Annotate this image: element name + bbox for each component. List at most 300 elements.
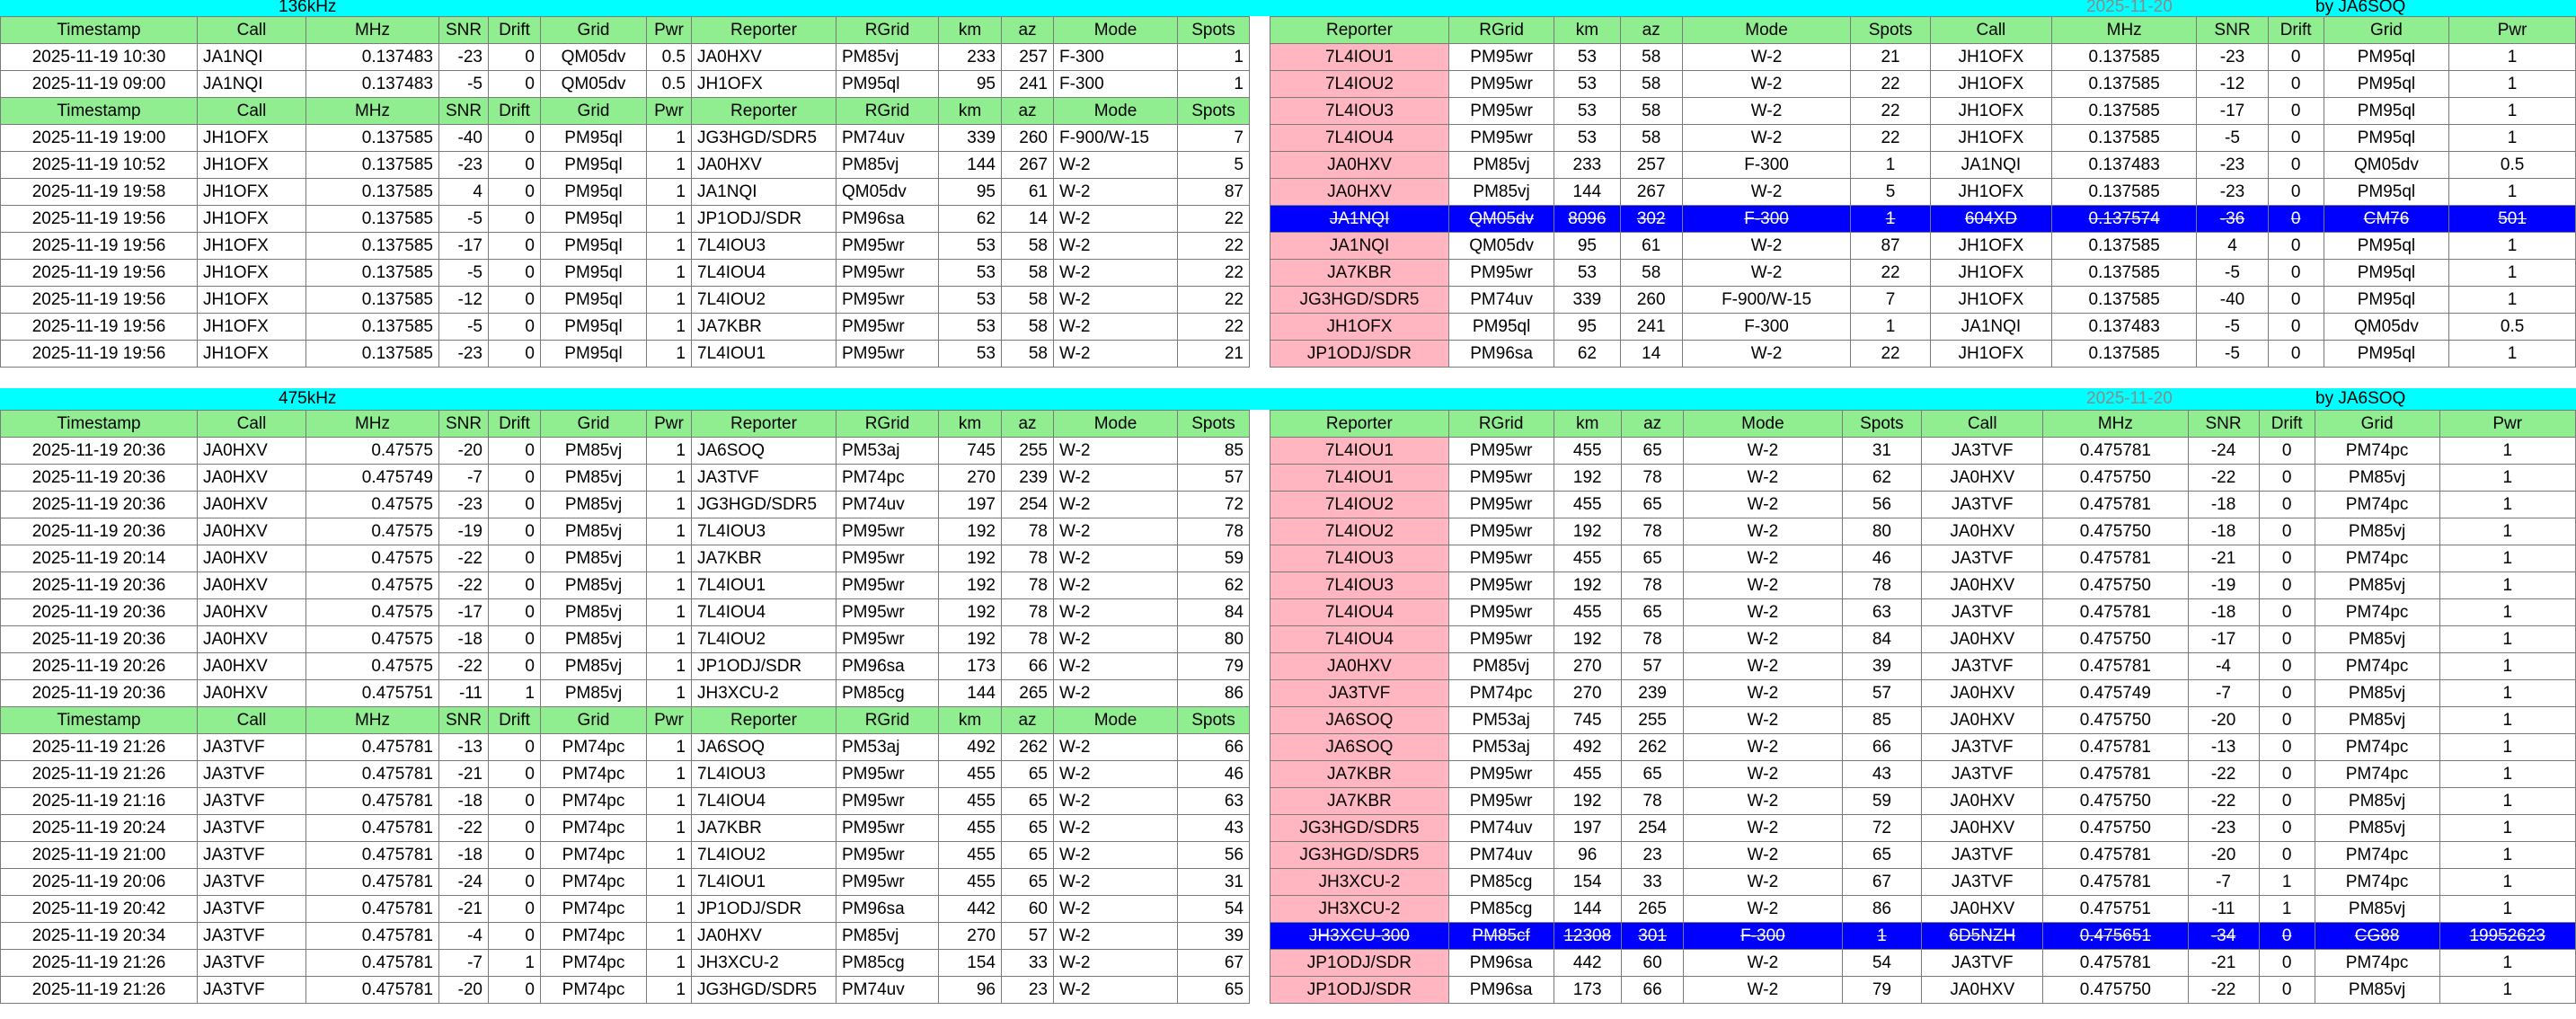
cell-reporter: JP1ODJ/SDR [1270, 977, 1449, 1004]
cell-timestamp: 2025-11-19 20:36 [1, 492, 198, 518]
cell-az: 257 [1002, 44, 1054, 71]
column-header-mhz[interactable]: MHz [306, 411, 439, 438]
cell-timestamp: 2025-11-19 09:00 [1, 71, 198, 98]
column-header-rgrid[interactable]: RGrid [837, 98, 939, 125]
cell-rgrid: PM95wr [837, 341, 939, 368]
table-row [1270, 260, 2576, 287]
cell-snr: -7 [2188, 680, 2259, 707]
cell-drift: 1 [489, 680, 541, 707]
column-header-drift[interactable]: Drift [2268, 17, 2324, 44]
cell-reporter: 7L4IOU2 [1270, 71, 1449, 98]
table-row [1270, 734, 2576, 761]
cell-rgrid: PM95wr [837, 233, 939, 260]
cell-reporter: JA0HXV [692, 44, 837, 71]
cell-spots: 46 [1842, 545, 1922, 572]
cell-km: 455 [939, 842, 1002, 869]
table-header-row [1, 17, 1250, 44]
cell-mode: W-2 [1684, 707, 1842, 734]
cell-mhz: 0.475750 [2043, 626, 2188, 653]
cell-snr: -5 [2197, 341, 2268, 368]
table-row [1, 572, 1250, 599]
cell-az: 267 [1620, 179, 1682, 206]
cell-drift: 0 [489, 71, 541, 98]
column-header-rgrid[interactable]: RGrid [1448, 411, 1554, 438]
cell-reporter: 7L4IOU1 [692, 572, 837, 599]
cell-timestamp: 2025-11-19 21:26 [1, 977, 198, 1004]
cell-timestamp: 2025-11-19 20:42 [1, 896, 198, 923]
cell-mhz: 0.475749 [2043, 680, 2188, 707]
cell-drift: 0 [489, 465, 541, 492]
cell-mode: W-2 [1684, 680, 1842, 707]
cell-az: 65 [1621, 545, 1683, 572]
cell-call: JA0HXV [198, 680, 306, 707]
column-header-reporter[interactable]: Reporter [692, 411, 837, 438]
column-header-call[interactable]: Call [198, 411, 306, 438]
cell-mode: W-2 [1054, 950, 1178, 977]
cell-mode: F-300 [1682, 206, 1850, 233]
cell-call: JH1OFX [1930, 233, 2051, 260]
column-header-mode[interactable]: Mode [1054, 411, 1178, 438]
cell-grid: PM95ql [541, 179, 647, 206]
column-header-drift[interactable]: Drift [2259, 411, 2315, 438]
table-row [1270, 923, 2576, 950]
column-header-call[interactable]: Call [1930, 17, 2051, 44]
cell-timestamp: 2025-11-19 19:56 [1, 287, 198, 314]
cell-drift: 0 [2259, 842, 2315, 869]
cell-drift: 1 [2259, 896, 2315, 923]
column-header-rgrid[interactable]: RGrid [837, 17, 939, 44]
column-header-mhz[interactable]: MHz [2043, 411, 2188, 438]
cell-timestamp: 2025-11-19 20:26 [1, 653, 198, 680]
column-header-grid[interactable]: Grid [2324, 17, 2448, 44]
cell-az: 61 [1620, 233, 1682, 260]
column-header-pwr[interactable]: Pwr [2449, 17, 2576, 44]
column-header-timestamp[interactable]: Timestamp [1, 411, 198, 438]
cell-drift: 0 [2259, 815, 2315, 842]
cell-reporter: JA3TVF [1270, 680, 1449, 707]
cell-snr: -5 [439, 260, 489, 287]
table-row [1270, 788, 2576, 815]
column-header-km[interactable]: km [939, 98, 1002, 125]
column-header-mhz[interactable]: MHz [306, 98, 439, 125]
cell-reporter: JP1ODJ/SDR [1270, 950, 1449, 977]
column-header-mhz[interactable]: MHz [306, 17, 439, 44]
column-header-az[interactable]: az [1621, 411, 1683, 438]
column-header-mode[interactable]: Mode [1054, 98, 1178, 125]
cell-call: JH1OFX [1930, 341, 2051, 368]
column-header-snr[interactable]: SNR [2188, 411, 2259, 438]
cell-km: 62 [1554, 341, 1620, 368]
cell-snr: 4 [2197, 233, 2268, 260]
table-row [1, 599, 1250, 626]
cell-spots: 31 [1842, 438, 1922, 465]
cell-call: JA3TVF [1922, 545, 2043, 572]
cell-call: JA0HXV [198, 653, 306, 680]
cell-timestamp: 2025-11-19 19:00 [1, 125, 198, 152]
column-header-spots[interactable]: Spots [1178, 707, 1250, 734]
cell-spots: 72 [1178, 492, 1250, 518]
cell-drift: 0 [2259, 680, 2315, 707]
cell-mhz: 0.475781 [306, 734, 439, 761]
column-header-timestamp[interactable]: Timestamp [1, 707, 198, 734]
cell-grid: PM85vj [2315, 680, 2439, 707]
column-header-km[interactable]: km [939, 411, 1002, 438]
cell-spots: 67 [1178, 950, 1250, 977]
cell-snr: -18 [439, 626, 489, 653]
column-header-reporter[interactable]: Reporter [1270, 411, 1449, 438]
cell-az: 65 [1002, 815, 1054, 842]
cell-reporter: JA7KBR [1270, 260, 1449, 287]
cell-mode: W-2 [1682, 260, 1850, 287]
column-header-pwr[interactable]: Pwr [647, 17, 692, 44]
cell-pwr: 1 [647, 179, 692, 206]
cell-rgrid: PM85cg [1448, 896, 1554, 923]
column-header-spots[interactable]: Spots [1842, 411, 1922, 438]
column-header-snr[interactable]: SNR [439, 411, 489, 438]
cell-az: 78 [1621, 626, 1683, 653]
cell-mhz: 0.137585 [306, 152, 439, 179]
cell-spots: 21 [1178, 341, 1250, 368]
cell-rgrid: PM95wr [837, 815, 939, 842]
cell-km: 192 [1554, 572, 1621, 599]
cell-call: JA3TVF [1922, 869, 2043, 896]
cell-km: 192 [1554, 788, 1621, 815]
cell-rgrid: PM74uv [837, 492, 939, 518]
table-row [1270, 950, 2576, 977]
cell-reporter: JA0HXV [692, 152, 837, 179]
column-header-timestamp[interactable]: Timestamp [1, 17, 198, 44]
column-header-pwr[interactable]: Pwr [647, 707, 692, 734]
cell-reporter: JP1ODJ/SDR [1270, 341, 1449, 368]
cell-grid: PM74pc [2315, 950, 2439, 977]
cell-pwr: 1 [2449, 260, 2576, 287]
cell-reporter: JH3XCU-2 [1270, 896, 1449, 923]
cell-mhz: 0.475781 [2043, 761, 2188, 788]
column-header-spots[interactable]: Spots [1178, 98, 1250, 125]
table-row [1270, 314, 2576, 341]
column-header-snr[interactable]: SNR [439, 98, 489, 125]
cell-mode: W-2 [1054, 626, 1178, 653]
cell-rgrid: PM74pc [837, 465, 939, 492]
cell-pwr: 1 [647, 492, 692, 518]
cell-mhz: 0.475749 [306, 465, 439, 492]
table-row [1, 734, 1250, 761]
column-header-az[interactable]: az [1002, 17, 1054, 44]
cell-grid: PM85vj [541, 438, 647, 465]
cell-spots: 87 [1178, 179, 1250, 206]
column-header-reporter[interactable]: Reporter [692, 17, 837, 44]
column-header-km[interactable]: km [1554, 411, 1621, 438]
cell-mode: W-2 [1054, 545, 1178, 572]
cell-pwr: 1 [2439, 626, 2576, 653]
cell-rgrid: PM95wr [837, 788, 939, 815]
cell-rgrid: PM95wr [1448, 545, 1554, 572]
column-header-pwr[interactable]: Pwr [647, 411, 692, 438]
cell-call: JA0HXV [1922, 572, 2043, 599]
cell-rgrid: PM95wr [1448, 788, 1554, 815]
cell-mhz: 0.475750 [2043, 465, 2188, 492]
cell-snr: -7 [2188, 869, 2259, 896]
column-header-reporter[interactable]: Reporter [1270, 17, 1449, 44]
cell-rgrid: PM74uv [1448, 815, 1554, 842]
column-header-mode[interactable]: Mode [1682, 17, 1850, 44]
column-header-drift[interactable]: Drift [489, 707, 541, 734]
cell-mhz: 0.137585 [2051, 125, 2197, 152]
cell-rgrid: PM74uv [837, 125, 939, 152]
cell-reporter: 7L4IOU4 [1270, 599, 1449, 626]
cell-pwr: 1 [647, 788, 692, 815]
cell-az: 265 [1621, 896, 1683, 923]
cell-snr: -22 [2188, 761, 2259, 788]
cell-mhz: 0.137585 [306, 260, 439, 287]
cell-snr: -7 [439, 950, 489, 977]
column-header-mhz[interactable]: MHz [2051, 17, 2197, 44]
column-header-spots[interactable]: Spots [1178, 17, 1250, 44]
cell-pwr: 1 [2439, 572, 2576, 599]
column-header-snr[interactable]: SNR [439, 707, 489, 734]
cell-mhz: 0.137585 [306, 287, 439, 314]
cell-snr: -40 [2197, 287, 2268, 314]
cell-grid: PM74pc [541, 734, 647, 761]
cell-spots: 62 [1178, 572, 1250, 599]
cell-spots: 1 [1178, 44, 1250, 71]
cell-grid: PM85vj [2315, 977, 2439, 1004]
cell-drift: 0 [2268, 125, 2324, 152]
column-header-timestamp[interactable]: Timestamp [1, 98, 198, 125]
cell-spots: 86 [1178, 680, 1250, 707]
cell-pwr: 1 [2439, 438, 2576, 465]
cell-call: JH1OFX [198, 179, 306, 206]
cell-az: 57 [1621, 653, 1683, 680]
cell-drift: 0 [2268, 44, 2324, 71]
table-row [1270, 125, 2576, 152]
table-row [1270, 545, 2576, 572]
cell-km: 95 [1554, 314, 1620, 341]
cell-spots: 43 [1842, 761, 1922, 788]
cell-spots: 46 [1178, 761, 1250, 788]
column-header-pwr[interactable]: Pwr [2439, 411, 2576, 438]
column-header-spots[interactable]: Spots [1851, 17, 1931, 44]
column-header-az[interactable]: az [1002, 98, 1054, 125]
column-header-reporter[interactable]: Reporter [692, 707, 837, 734]
cell-snr: 4 [439, 179, 489, 206]
column-header-km[interactable]: km [939, 17, 1002, 44]
cell-drift: 0 [2259, 626, 2315, 653]
column-header-az[interactable]: az [1002, 411, 1054, 438]
column-header-snr[interactable]: SNR [2197, 17, 2268, 44]
cell-reporter: JA7KBR [692, 545, 837, 572]
cell-km: 455 [1554, 599, 1621, 626]
cell-rgrid: PM95wr [1448, 125, 1554, 152]
column-header-spots[interactable]: Spots [1178, 411, 1250, 438]
cell-mhz: 0.475781 [306, 923, 439, 950]
cell-call: JH1OFX [198, 341, 306, 368]
cell-grid: PM85vj [2315, 788, 2439, 815]
cell-az: 254 [1002, 492, 1054, 518]
column-header-drift[interactable]: Drift [489, 98, 541, 125]
cell-timestamp: 2025-11-19 21:26 [1, 734, 198, 761]
cell-pwr: 1 [647, 545, 692, 572]
cell-mode: W-2 [1054, 815, 1178, 842]
cell-mhz: 0.137585 [2051, 260, 2197, 287]
cell-call: JA3TVF [198, 761, 306, 788]
cell-grid: QM05dv [541, 44, 647, 71]
cell-km: 53 [1554, 71, 1620, 98]
column-header-call[interactable]: Call [198, 707, 306, 734]
cell-reporter: 7L4IOU3 [1270, 545, 1449, 572]
cell-drift: 0 [489, 815, 541, 842]
column-header-call[interactable]: Call [198, 98, 306, 125]
cell-mode: W-2 [1684, 465, 1842, 492]
cell-snr: -22 [439, 545, 489, 572]
cell-timestamp: 2025-11-19 21:00 [1, 842, 198, 869]
cell-grid: PM74pc [2315, 438, 2439, 465]
cell-reporter: 7L4IOU3 [1270, 98, 1449, 125]
cell-mode: W-2 [1054, 152, 1178, 179]
cell-mode: W-2 [1684, 626, 1842, 653]
cell-rgrid: PM95wr [1448, 438, 1554, 465]
cell-grid: PM95ql [2324, 44, 2448, 71]
cell-call: JA0HXV [198, 545, 306, 572]
cell-az: 239 [1621, 680, 1683, 707]
cell-reporter: JH3XCU-2 [692, 950, 837, 977]
cell-km: 192 [939, 599, 1002, 626]
cell-mhz: 0.137585 [2051, 287, 2197, 314]
cell-mhz: 0.137483 [2051, 314, 2197, 341]
column-header-rgrid[interactable]: RGrid [837, 707, 939, 734]
cell-grid: PM85vj [2315, 707, 2439, 734]
column-header-mode[interactable]: Mode [1054, 707, 1178, 734]
cell-snr: -4 [439, 923, 489, 950]
cell-call: JH1OFX [198, 125, 306, 152]
cell-rgrid: PM85cg [1448, 869, 1554, 896]
cell-timestamp: 2025-11-19 19:56 [1, 314, 198, 341]
column-header-reporter[interactable]: Reporter [692, 98, 837, 125]
cell-pwr: 1 [2439, 869, 2576, 896]
cell-km: 12308 [1554, 923, 1621, 950]
cell-grid: PM74pc [541, 788, 647, 815]
cell-spots: 22 [1178, 206, 1250, 233]
column-header-snr[interactable]: SNR [439, 17, 489, 44]
left-table-136 [0, 16, 1250, 368]
cell-spots: 22 [1178, 314, 1250, 341]
cell-snr: -23 [439, 341, 489, 368]
cell-km: 53 [1554, 125, 1620, 152]
column-header-grid[interactable]: Grid [541, 411, 647, 438]
cell-mode: W-2 [1684, 896, 1842, 923]
cell-pwr: 1 [2439, 707, 2576, 734]
cell-az: 14 [1620, 341, 1682, 368]
cell-grid: PM95ql [2324, 341, 2448, 368]
cell-km: 53 [939, 314, 1002, 341]
cell-drift: 0 [489, 518, 541, 545]
table-row [1270, 572, 2576, 599]
cell-mode: W-2 [1054, 977, 1178, 1004]
cell-timestamp: 2025-11-19 19:56 [1, 206, 198, 233]
cell-reporter: 7L4IOU2 [1270, 518, 1449, 545]
column-header-az[interactable]: az [1002, 707, 1054, 734]
cell-mhz: 0.47575 [306, 599, 439, 626]
cell-drift: 0 [2268, 341, 2324, 368]
cell-reporter: JA6SOQ [1270, 707, 1449, 734]
cell-call: JA0HXV [1922, 707, 2043, 734]
column-header-grid[interactable]: Grid [541, 17, 647, 44]
column-header-drift[interactable]: Drift [489, 411, 541, 438]
column-header-call[interactable]: Call [198, 17, 306, 44]
table-row [1, 125, 1250, 152]
cell-az: 65 [1002, 788, 1054, 815]
cell-snr: -18 [439, 842, 489, 869]
cell-az: 78 [1621, 788, 1683, 815]
cell-grid: PM95ql [2324, 287, 2448, 314]
column-header-az[interactable]: az [1620, 17, 1682, 44]
cell-mode: W-2 [1054, 761, 1178, 788]
table-row [1, 233, 1250, 260]
cell-az: 255 [1002, 438, 1054, 465]
cell-rgrid: PM95wr [1448, 98, 1554, 125]
cell-reporter: JA1NQI [1270, 206, 1449, 233]
column-header-rgrid[interactable]: RGrid [837, 411, 939, 438]
cell-pwr: 1 [2449, 125, 2576, 152]
table-row [1270, 599, 2576, 626]
cell-mode: W-2 [1682, 44, 1850, 71]
cell-mode: W-2 [1684, 788, 1842, 815]
column-header-km[interactable]: km [939, 707, 1002, 734]
cell-rgrid: PM74uv [837, 977, 939, 1004]
column-header-pwr[interactable]: Pwr [647, 98, 692, 125]
cell-reporter: 7L4IOU4 [692, 260, 837, 287]
column-header-km[interactable]: km [1554, 17, 1620, 44]
cell-mhz: 0.475781 [306, 815, 439, 842]
cell-mhz: 0.137483 [306, 44, 439, 71]
cell-reporter: 7L4IOU4 [692, 788, 837, 815]
table-row [1270, 98, 2576, 125]
cell-snr: -20 [439, 438, 489, 465]
cell-grid: PM74pc [2315, 842, 2439, 869]
cell-mode: W-2 [1682, 233, 1850, 260]
cell-az: 262 [1002, 734, 1054, 761]
cell-pwr: 0.5 [2449, 314, 2576, 341]
cell-drift: 0 [2259, 977, 2315, 1004]
cell-timestamp: 2025-11-19 20:36 [1, 599, 198, 626]
cell-rgrid: PM85vj [837, 923, 939, 950]
column-header-grid[interactable]: Grid [2315, 411, 2439, 438]
cell-drift: 0 [489, 341, 541, 368]
cell-mode: W-2 [1684, 950, 1842, 977]
cell-drift: 0 [489, 287, 541, 314]
column-header-grid[interactable]: Grid [541, 707, 647, 734]
cell-spots: 57 [1842, 680, 1922, 707]
column-header-call[interactable]: Call [1922, 411, 2043, 438]
column-header-mhz[interactable]: MHz [306, 707, 439, 734]
by-label-475: by JA6SOQ [2315, 389, 2406, 408]
cell-reporter: JA6SOQ [692, 438, 837, 465]
column-header-mode[interactable]: Mode [1054, 17, 1178, 44]
cell-pwr: 1 [2449, 98, 2576, 125]
cell-grid: QM05dv [2324, 152, 2448, 179]
column-header-grid[interactable]: Grid [541, 98, 647, 125]
column-header-drift[interactable]: Drift [489, 17, 541, 44]
cell-km: 745 [939, 438, 1002, 465]
column-header-mode[interactable]: Mode [1684, 411, 1842, 438]
cell-km: 442 [939, 896, 1002, 923]
cell-rgrid: PM95wr [837, 761, 939, 788]
cell-drift: 0 [2268, 98, 2324, 125]
cell-pwr: 1 [647, 626, 692, 653]
date-label-475: 2025-11-20 [2086, 389, 2173, 408]
column-header-rgrid[interactable]: RGrid [1448, 17, 1554, 44]
cell-drift: 0 [489, 842, 541, 869]
